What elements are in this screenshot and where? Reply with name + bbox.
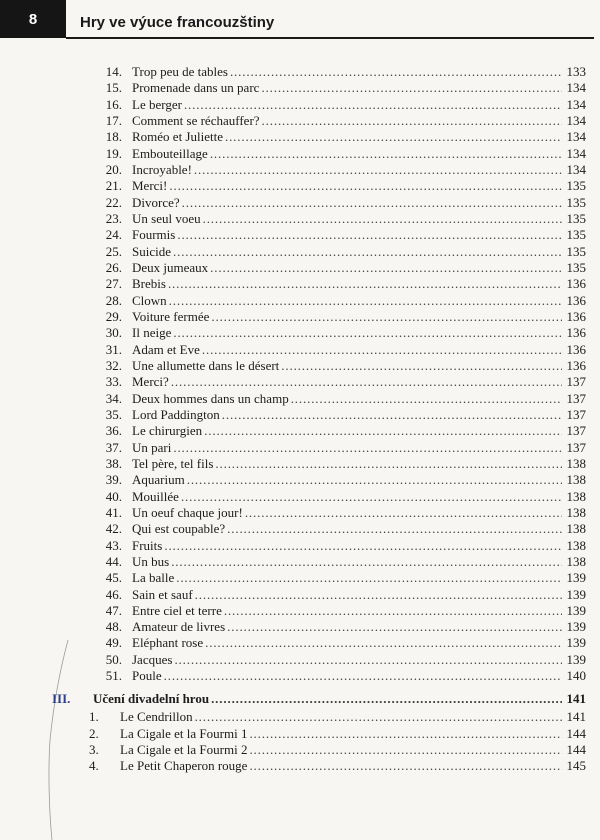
toc-entry bbox=[0, 162, 600, 178]
entry-title: Promenade dans un parc bbox=[132, 80, 260, 96]
entry-number: 37. bbox=[105, 439, 122, 455]
entry-title: Le Petit Chaperon rouge bbox=[120, 758, 248, 774]
toc-entry bbox=[0, 227, 600, 243]
toc-entry bbox=[0, 554, 600, 570]
entry-title: Suicide bbox=[132, 243, 171, 259]
entry-number: 27. bbox=[105, 276, 122, 292]
entry-number: 33. bbox=[105, 374, 122, 390]
table-of-contents bbox=[0, 64, 600, 775]
dot-leader bbox=[168, 276, 562, 292]
entry-page: 136 bbox=[566, 341, 586, 357]
toc-entry bbox=[0, 342, 600, 358]
entry-title: Merci! bbox=[132, 178, 168, 194]
toc-entry bbox=[0, 635, 600, 651]
entry-number: 42. bbox=[105, 521, 122, 537]
toc-entry bbox=[0, 619, 600, 635]
entry-title: Fourmis bbox=[132, 227, 176, 243]
section-page: 141 bbox=[566, 691, 586, 707]
entry-title: Le Cendrillon bbox=[120, 709, 193, 725]
toc-entry bbox=[0, 423, 600, 439]
entry-title: Entre ciel et terre bbox=[132, 602, 222, 618]
toc-entry bbox=[0, 440, 600, 456]
entry-page: 135 bbox=[566, 259, 586, 275]
dot-leader bbox=[224, 603, 562, 619]
entry-number: 20. bbox=[105, 161, 122, 177]
dot-leader bbox=[169, 178, 562, 194]
entry-number: 49. bbox=[105, 635, 122, 651]
entry-number: 22. bbox=[105, 194, 122, 210]
dot-leader bbox=[195, 709, 562, 725]
entry-title: Lord Paddington bbox=[132, 406, 220, 422]
toc-entry bbox=[0, 211, 600, 227]
toc-entry bbox=[0, 726, 600, 742]
entry-title: Merci? bbox=[132, 374, 169, 390]
entry-page: 134 bbox=[566, 80, 586, 96]
toc-entry bbox=[0, 668, 600, 684]
dot-leader bbox=[249, 742, 562, 758]
toc-entry bbox=[0, 80, 600, 96]
entry-title: Mouillée bbox=[132, 488, 179, 504]
toc-entry bbox=[0, 195, 600, 211]
entry-page: 145 bbox=[566, 758, 586, 774]
entry-page: 134 bbox=[566, 129, 586, 145]
entry-number: 51. bbox=[105, 668, 122, 684]
entry-title: Voiture fermée bbox=[132, 308, 210, 324]
entry-title: Qui est coupable? bbox=[132, 521, 226, 537]
entry-page: 133 bbox=[566, 64, 586, 79]
dot-leader bbox=[173, 440, 562, 456]
entry-page: 138 bbox=[566, 537, 586, 553]
dot-leader bbox=[204, 423, 562, 439]
entry-number: 40. bbox=[105, 488, 122, 504]
entry-title: Aquarium bbox=[132, 472, 185, 488]
dot-leader bbox=[281, 358, 562, 374]
entry-page: 137 bbox=[566, 374, 586, 390]
entry-page: 138 bbox=[566, 455, 586, 471]
running-title: Hry ve výuce francouzštiny bbox=[80, 14, 275, 31]
entry-title: Un oeuf chaque jour! bbox=[132, 504, 243, 520]
entry-number: 38. bbox=[105, 455, 122, 471]
entry-title: Tel père, tel fils bbox=[132, 455, 214, 471]
toc-entry bbox=[0, 374, 600, 390]
toc-entry bbox=[0, 472, 600, 488]
dot-leader bbox=[203, 211, 562, 227]
toc-entry bbox=[0, 538, 600, 554]
dot-leader bbox=[211, 688, 562, 709]
toc-entry bbox=[0, 146, 600, 162]
entry-number: 17. bbox=[105, 112, 122, 128]
toc-entry bbox=[0, 456, 600, 472]
entry-page: 137 bbox=[566, 423, 586, 439]
entry-number: 45. bbox=[105, 570, 122, 586]
entry-number: 48. bbox=[105, 619, 122, 635]
entry-title: Une allumette dans le désert bbox=[132, 357, 280, 373]
entry-page: 136 bbox=[566, 308, 586, 324]
entry-number: 2. bbox=[89, 725, 99, 741]
toc-entry bbox=[0, 742, 600, 758]
dot-leader bbox=[225, 129, 562, 145]
dot-leader bbox=[171, 554, 562, 570]
toc-entry bbox=[0, 587, 600, 603]
entry-number: 25. bbox=[105, 243, 122, 259]
entry-page: 138 bbox=[566, 488, 586, 504]
section-heading bbox=[0, 688, 600, 709]
toc-entry bbox=[0, 178, 600, 194]
entry-title: Fruits bbox=[132, 537, 163, 553]
dot-leader bbox=[174, 652, 562, 668]
entry-title: Un bus bbox=[132, 553, 170, 569]
entry-page: 139 bbox=[566, 570, 586, 586]
entry-page: 135 bbox=[566, 210, 586, 226]
toc-entry bbox=[0, 407, 600, 423]
entry-page: 136 bbox=[566, 325, 586, 341]
entry-page: 134 bbox=[566, 96, 586, 112]
entry-page: 139 bbox=[566, 602, 586, 618]
entry-title: Incroyable! bbox=[132, 161, 192, 177]
dot-leader bbox=[249, 726, 562, 742]
toc-entry bbox=[0, 709, 600, 725]
toc-entry bbox=[0, 505, 600, 521]
dot-leader bbox=[195, 587, 562, 603]
dot-leader bbox=[173, 325, 562, 341]
toc-entry bbox=[0, 244, 600, 260]
entry-title: La balle bbox=[132, 570, 175, 586]
section-numeral: III. bbox=[52, 691, 71, 707]
entry-number: 36. bbox=[105, 423, 122, 439]
page-header bbox=[0, 0, 600, 38]
dot-leader bbox=[173, 244, 562, 260]
toc-entry bbox=[0, 570, 600, 586]
toc-entry bbox=[0, 260, 600, 276]
dot-leader bbox=[222, 407, 562, 423]
dot-leader bbox=[249, 758, 562, 774]
entry-title: Clown bbox=[132, 292, 167, 308]
entry-number: 14. bbox=[105, 64, 122, 79]
entry-title: Le chirurgien bbox=[132, 423, 203, 439]
toc-entry bbox=[0, 758, 600, 774]
entry-title: Embouteillage bbox=[132, 145, 208, 161]
dot-leader bbox=[169, 293, 562, 309]
entry-page: 139 bbox=[566, 651, 586, 667]
dot-leader bbox=[171, 374, 562, 390]
toc-entry bbox=[0, 113, 600, 129]
entry-page: 136 bbox=[566, 357, 586, 373]
entry-page: 144 bbox=[566, 725, 586, 741]
entry-title: Deux hommes dans un champ bbox=[132, 390, 289, 406]
entry-title: Roméo et Juliette bbox=[132, 129, 223, 145]
toc-entry bbox=[0, 97, 600, 113]
entry-title: Poule bbox=[132, 668, 162, 684]
entry-number: 1. bbox=[89, 709, 99, 725]
dot-leader bbox=[210, 260, 562, 276]
dot-leader bbox=[164, 538, 562, 554]
dot-leader bbox=[261, 80, 562, 96]
entry-page: 137 bbox=[566, 439, 586, 455]
entry-page: 134 bbox=[566, 161, 586, 177]
entry-page: 136 bbox=[566, 292, 586, 308]
entry-number: 44. bbox=[105, 553, 122, 569]
entry-number: 30. bbox=[105, 325, 122, 341]
entry-page: 140 bbox=[566, 668, 586, 684]
dot-leader bbox=[181, 489, 562, 505]
entry-number: 3. bbox=[89, 742, 99, 758]
entry-number: 50. bbox=[105, 651, 122, 667]
entry-number: 18. bbox=[105, 129, 122, 145]
dot-leader bbox=[182, 195, 562, 211]
entry-number: 31. bbox=[105, 341, 122, 357]
entry-number: 41. bbox=[105, 504, 122, 520]
entry-number: 16. bbox=[105, 96, 122, 112]
entry-number: 21. bbox=[105, 178, 122, 194]
entry-page: 141 bbox=[566, 709, 586, 725]
entry-title: Sain et sauf bbox=[132, 586, 193, 602]
entry-page: 138 bbox=[566, 553, 586, 569]
entry-title: Le berger bbox=[132, 96, 182, 112]
entry-page: 135 bbox=[566, 178, 586, 194]
entry-title: Un seul voeu bbox=[132, 210, 201, 226]
entry-page: 134 bbox=[566, 145, 586, 161]
entry-page: 138 bbox=[566, 521, 586, 537]
entry-number: 23. bbox=[105, 210, 122, 226]
entry-number: 35. bbox=[105, 406, 122, 422]
entry-number: 32. bbox=[105, 357, 122, 373]
dot-leader bbox=[202, 342, 562, 358]
entry-number: 15. bbox=[105, 80, 122, 96]
entry-page: 139 bbox=[566, 619, 586, 635]
entry-title: Deux jumeaux bbox=[132, 259, 209, 275]
entry-page: 134 bbox=[566, 112, 586, 128]
entry-title: Adam et Eve bbox=[132, 341, 200, 357]
entry-title: Il neige bbox=[132, 325, 172, 341]
section-title: Učení divadelní hrou bbox=[93, 691, 210, 707]
entry-page: 137 bbox=[566, 390, 586, 406]
dot-leader bbox=[262, 113, 562, 129]
toc-entry bbox=[0, 64, 600, 80]
entry-number: 46. bbox=[105, 586, 122, 602]
entry-page: 135 bbox=[566, 243, 586, 259]
entry-title: Amateur de livres bbox=[132, 619, 226, 635]
entry-page: 135 bbox=[566, 194, 586, 210]
toc-entry bbox=[0, 652, 600, 668]
dot-leader bbox=[164, 668, 562, 684]
entry-number: 26. bbox=[105, 259, 122, 275]
toc-entry bbox=[0, 489, 600, 505]
entry-title: Brebis bbox=[132, 276, 166, 292]
dot-leader bbox=[211, 309, 562, 325]
dot-leader bbox=[230, 64, 562, 80]
dot-leader bbox=[184, 97, 562, 113]
entry-page: 144 bbox=[566, 742, 586, 758]
toc-entry bbox=[0, 325, 600, 341]
dot-leader bbox=[227, 521, 562, 537]
dot-leader bbox=[291, 391, 562, 407]
header-rule bbox=[66, 37, 594, 39]
entry-page: 139 bbox=[566, 586, 586, 602]
entry-page: 138 bbox=[566, 504, 586, 520]
entry-page: 138 bbox=[566, 472, 586, 488]
toc-entry bbox=[0, 603, 600, 619]
entry-title: Trop peu de tables bbox=[132, 64, 228, 79]
entry-number: 39. bbox=[105, 472, 122, 488]
dot-leader bbox=[245, 505, 562, 521]
entry-page: 139 bbox=[566, 635, 586, 651]
toc-entry bbox=[0, 521, 600, 537]
entry-number: 47. bbox=[105, 602, 122, 618]
entry-number: 34. bbox=[105, 390, 122, 406]
entry-title: Jacques bbox=[132, 651, 173, 667]
toc-entry bbox=[0, 309, 600, 325]
toc-entry bbox=[0, 129, 600, 145]
entry-title: Eléphant rose bbox=[132, 635, 204, 651]
toc-entry bbox=[0, 358, 600, 374]
toc-entry bbox=[0, 293, 600, 309]
entry-number: 43. bbox=[105, 537, 122, 553]
dot-leader bbox=[215, 456, 562, 472]
entry-number: 4. bbox=[89, 758, 99, 774]
dot-leader bbox=[187, 472, 562, 488]
page-number: 8 bbox=[0, 0, 66, 38]
dot-leader bbox=[205, 635, 562, 651]
entry-title: Un pari bbox=[132, 439, 172, 455]
entry-page: 135 bbox=[566, 227, 586, 243]
entry-title: Comment se réchauffer? bbox=[132, 112, 260, 128]
entry-title: Divorce? bbox=[132, 194, 180, 210]
entry-title: La Cigale et la Fourmi 2 bbox=[120, 742, 248, 758]
entry-number: 28. bbox=[105, 292, 122, 308]
dot-leader bbox=[210, 146, 562, 162]
entry-title: La Cigale et la Fourmi 1 bbox=[120, 725, 248, 741]
entry-number: 19. bbox=[105, 145, 122, 161]
dot-leader bbox=[177, 227, 562, 243]
entry-number: 24. bbox=[105, 227, 122, 243]
entry-page: 137 bbox=[566, 406, 586, 422]
toc-entry bbox=[0, 391, 600, 407]
entry-page: 136 bbox=[566, 276, 586, 292]
entry-number: 29. bbox=[105, 308, 122, 324]
toc-entry bbox=[0, 276, 600, 292]
dot-leader bbox=[176, 570, 562, 586]
dot-leader bbox=[194, 162, 562, 178]
dot-leader bbox=[227, 619, 562, 635]
